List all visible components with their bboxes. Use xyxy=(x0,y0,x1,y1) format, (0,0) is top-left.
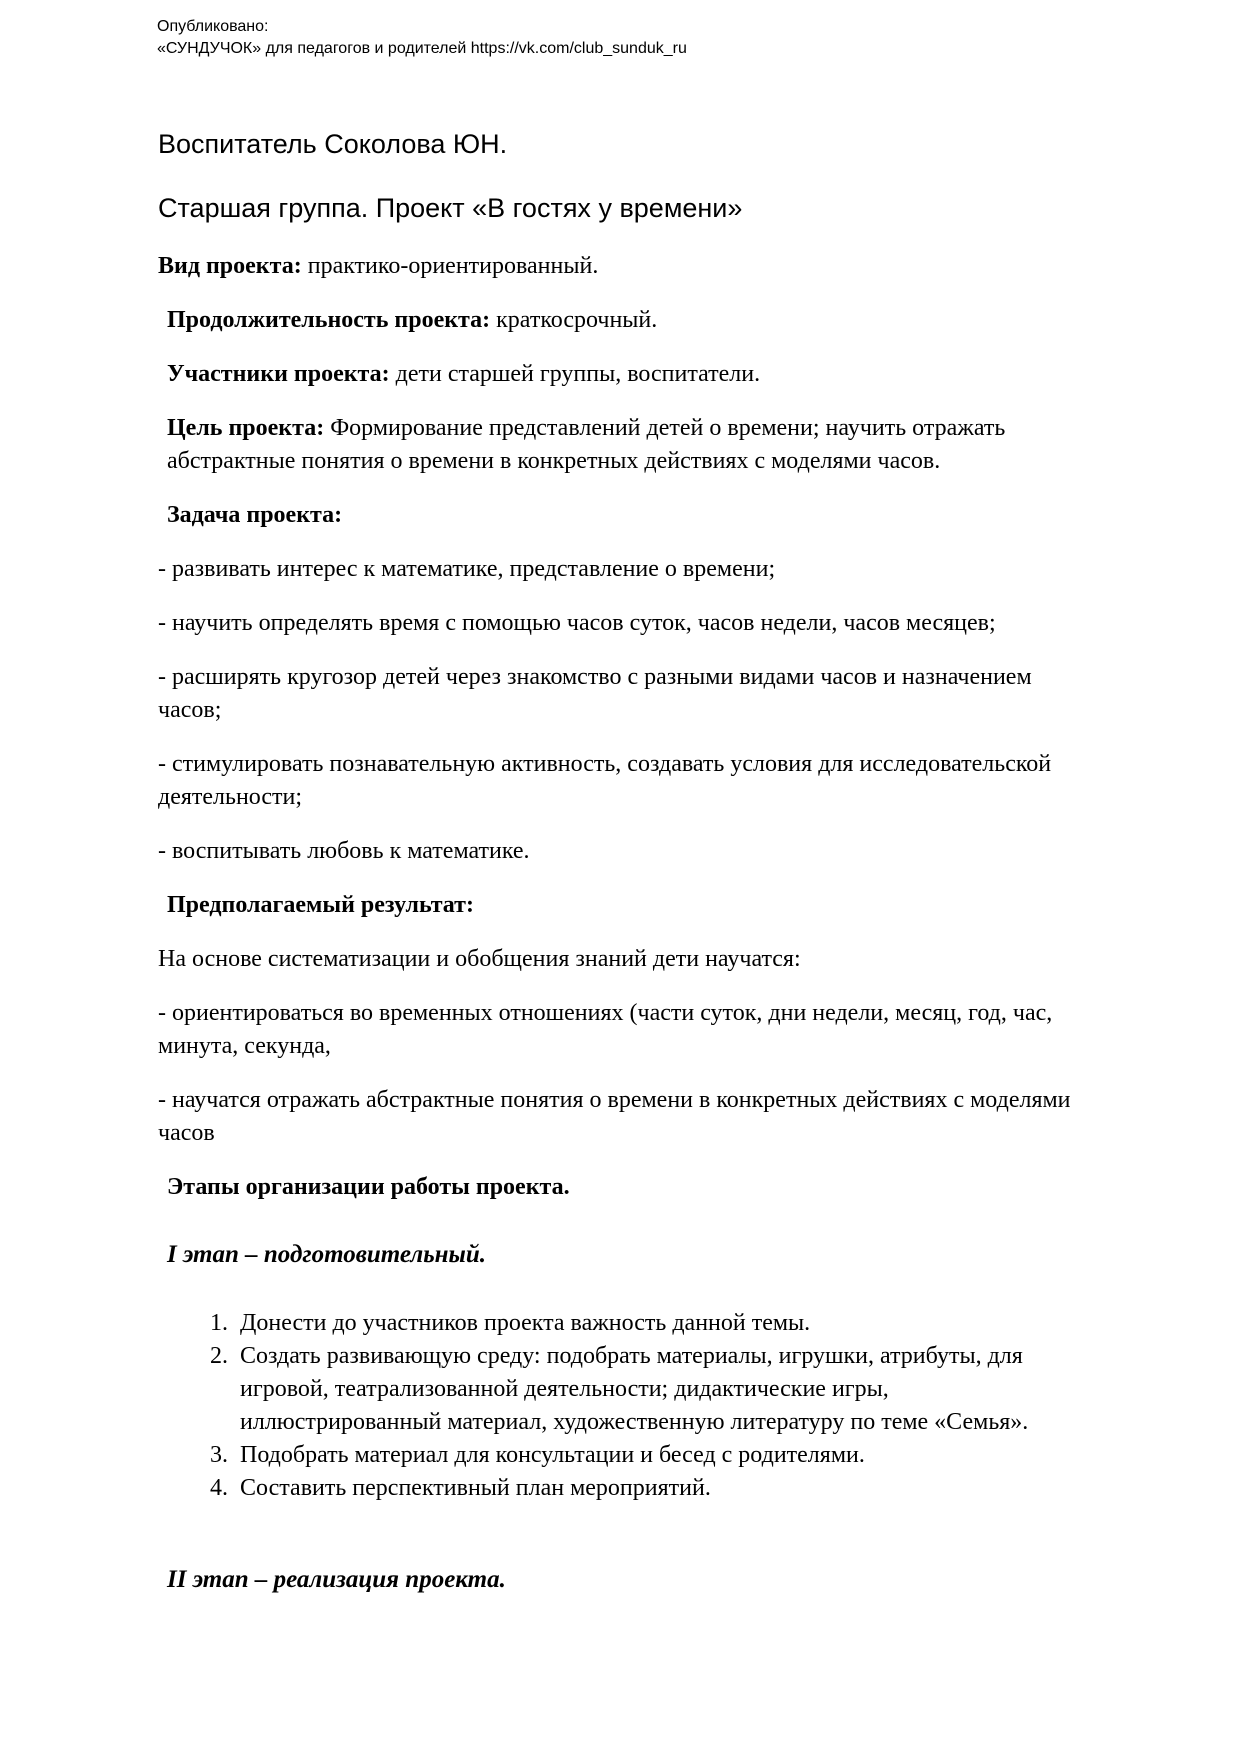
task-item: - развивать интерес к математике, представление о времени; xyxy=(158,556,776,582)
task-item: - расширять кругозор детей через знакомство с разными видами часов и назначением часов; xyxy=(158,664,1032,723)
duration-label: Продолжительность проекта: xyxy=(167,307,491,333)
tasks-heading: Задача проекта: xyxy=(167,502,343,528)
goal-label: Цель проекта: xyxy=(167,415,325,441)
page-header xyxy=(157,16,687,60)
goal-paragraph xyxy=(158,412,1082,478)
stage1-list-item: 1. Донести до участников проекта важность данной темы. xyxy=(234,1307,1082,1340)
published-label: Опубликовано: xyxy=(157,18,269,35)
stage1-list xyxy=(158,1307,1082,1505)
duration-text: краткосрочный. xyxy=(496,307,658,333)
result-heading: Предполагаемый результат: xyxy=(167,892,474,918)
source-line: «СУНДУЧОК» для педагогов и родителей https://vk.com/club_sunduk_ru xyxy=(157,40,687,57)
result-item: - научатся отражать абстрактные понятия о времени в конкретных действиях с моделями часов xyxy=(158,1087,1071,1146)
result-intro: На основе систематизации и обобщения знаний дети научатся: xyxy=(158,946,801,972)
project-type-paragraph xyxy=(158,250,1082,283)
duration-paragraph xyxy=(158,304,1082,337)
stage1-heading: I этап – подготовительный. xyxy=(167,1241,486,1268)
project-type-label: Вид проекта: xyxy=(158,253,302,279)
participants-paragraph xyxy=(158,358,1082,391)
author-line: Воспитатель Соколова ЮН. xyxy=(158,129,508,159)
stage2-heading: II этап – реализация проекта. xyxy=(167,1566,506,1593)
result-item: - ориентироваться во временных отношениях (части суток, дни недели, месяц, год, час, минута, секунда, xyxy=(158,1000,1053,1059)
project-title: Старшая группа. Проект «В гостях у времени» xyxy=(158,193,743,223)
task-item: - стимулировать познавательную активность, создавать условия для исследовательской деятельности; xyxy=(158,751,1052,810)
project-type-text: практико-ориентированный. xyxy=(307,253,599,279)
participants-label: Участники проекта: xyxy=(167,361,390,387)
stage1-list-item: 4. Составить перспективный план мероприятий. xyxy=(234,1472,1082,1505)
task-item: - научить определять время с помощью часов суток, часов недели, часов месяцев; xyxy=(158,610,996,636)
stages-heading: Этапы организации работы проекта. xyxy=(167,1174,570,1200)
stage1-list-item: 3. Подобрать материал для консультации и бесед с родителями. xyxy=(234,1439,1082,1472)
document-body xyxy=(158,128,1082,1626)
participants-text: дети старшей группы, воспитатели. xyxy=(395,361,761,387)
stage1-list-item: 2. Создать развивающую среду: подобрать материалы, игрушки, атрибуты, для игровой, театрализованной деятельности; дидактические игры, иллюстрированный материал, художественную литературу по теме «Семья». xyxy=(234,1340,1082,1439)
goal-text: Формирование представлений детей о времени; научить отражать абстрактные понятия о времени в конкретных действиях с моделями часов. xyxy=(167,415,1006,474)
task-item: - воспитывать любовь к математике. xyxy=(158,838,530,864)
